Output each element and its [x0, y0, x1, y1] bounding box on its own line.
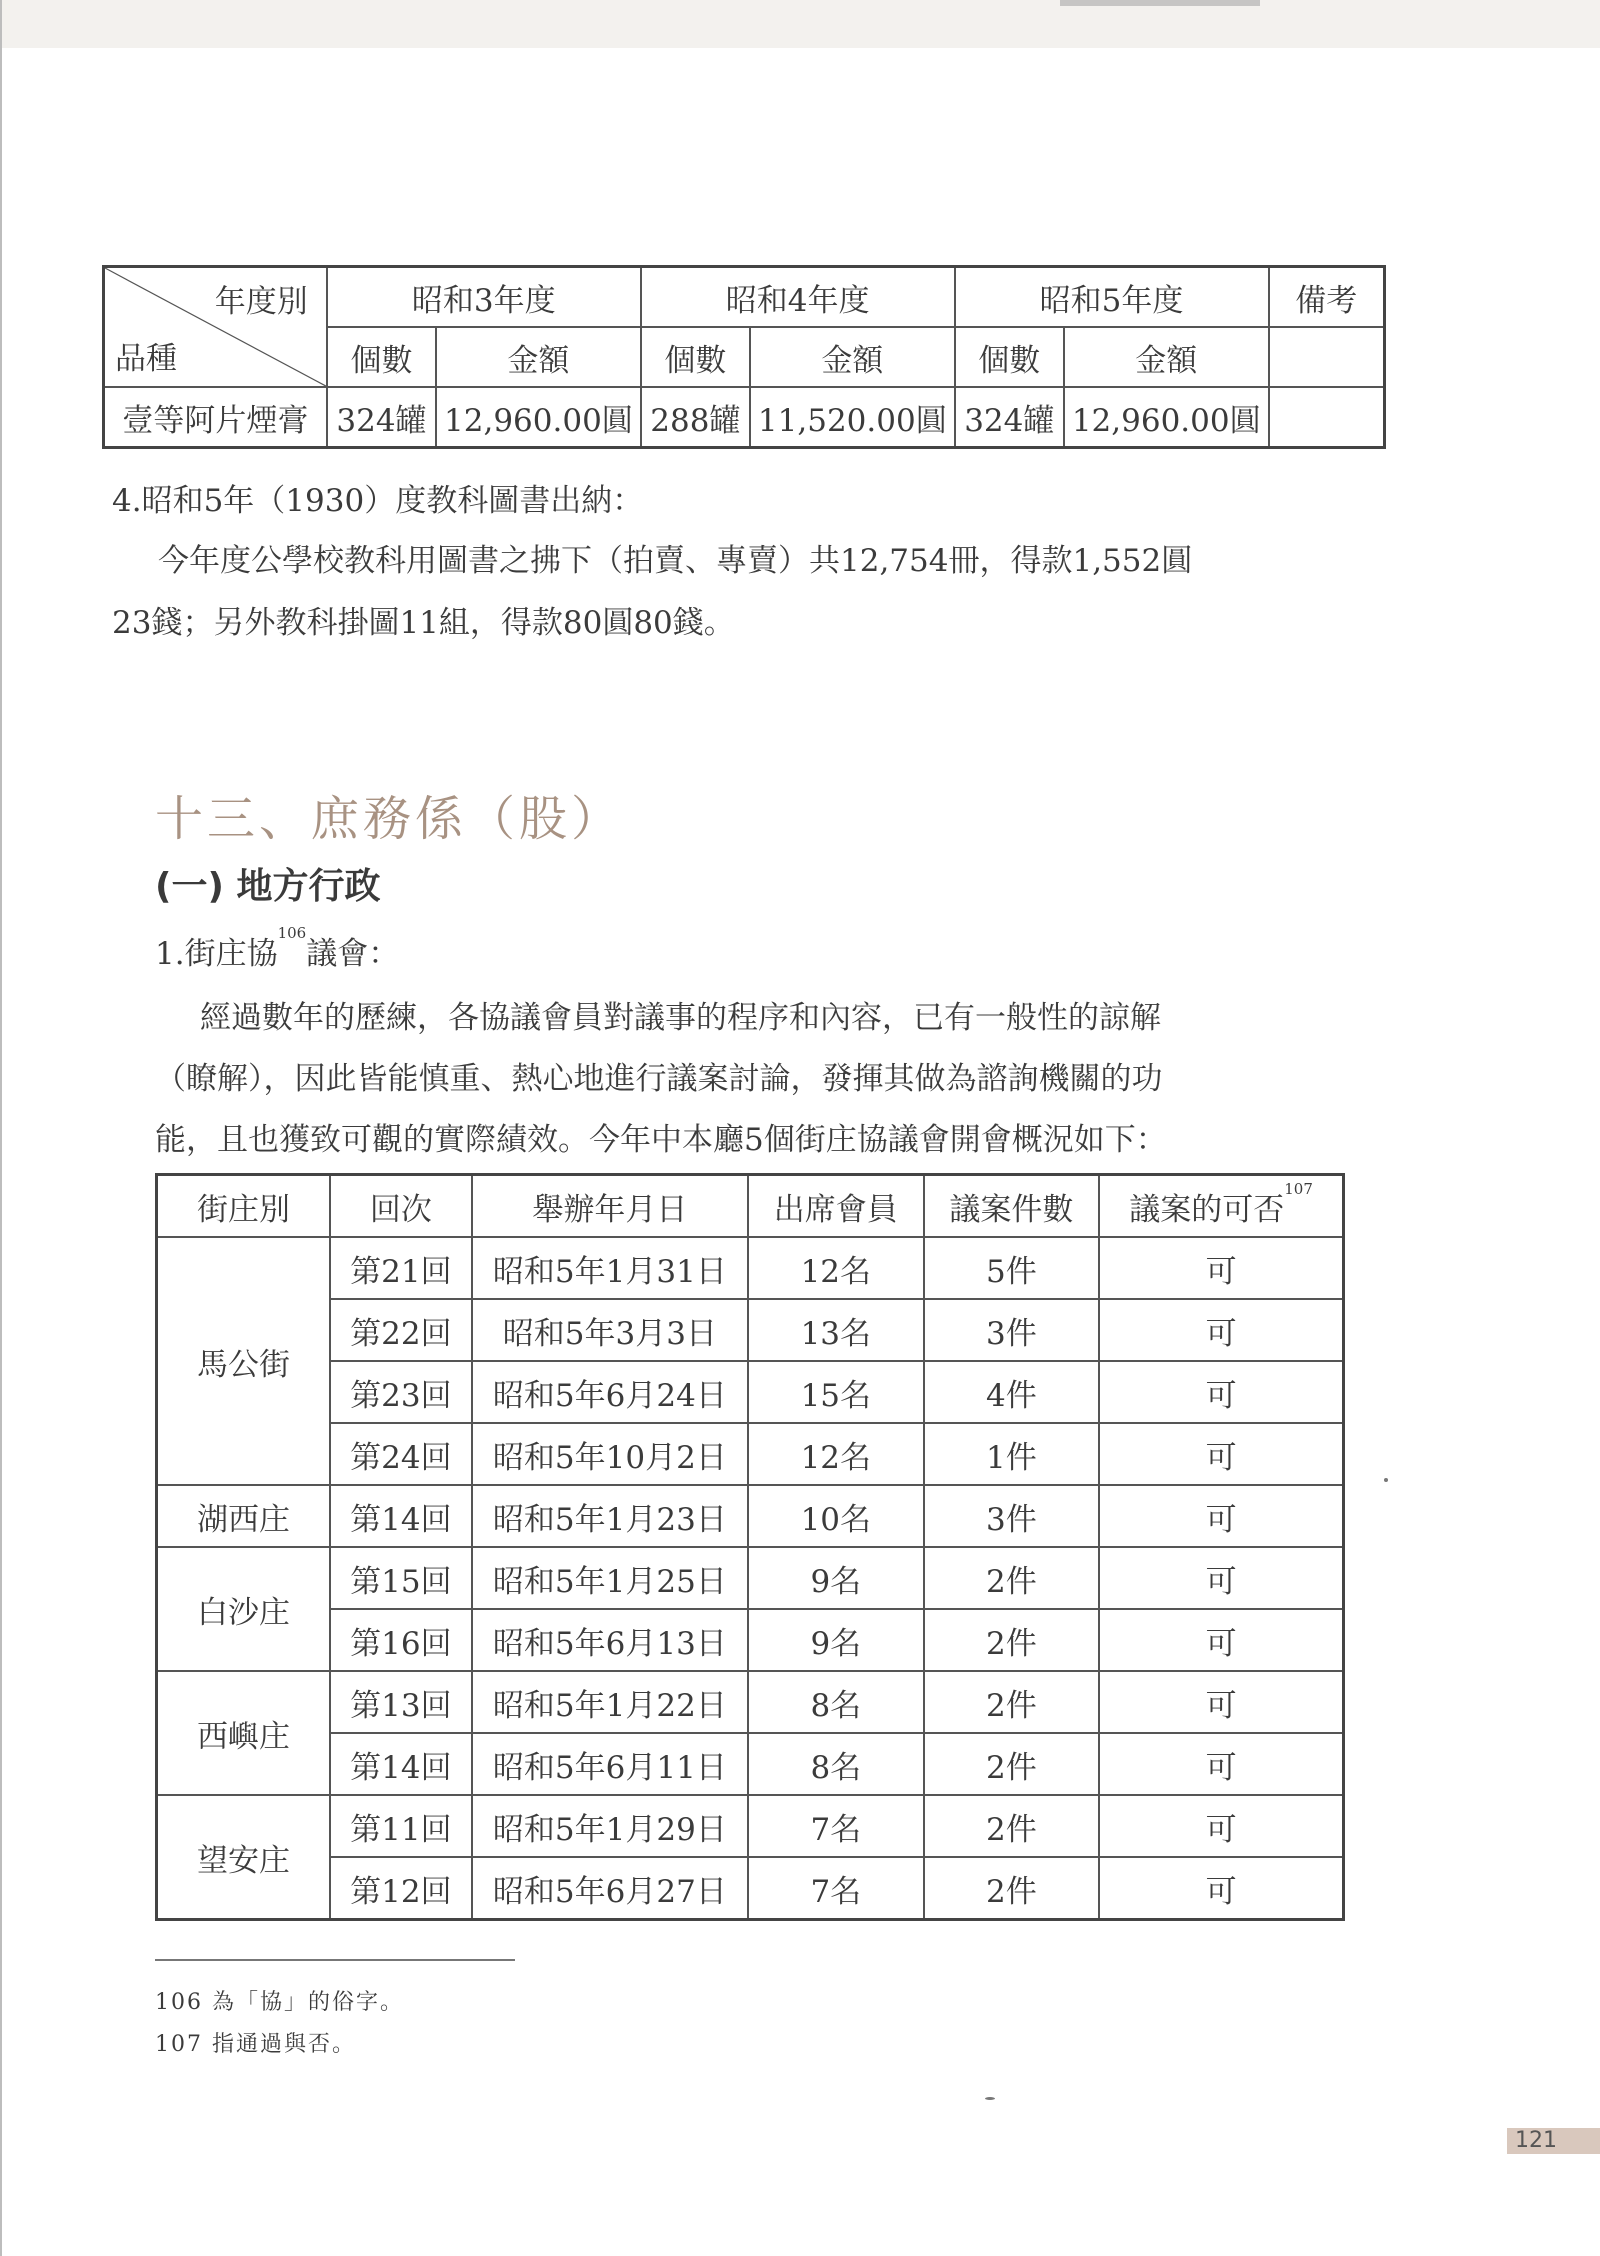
amount-cell: 11,520.00圓 — [750, 387, 955, 448]
header-bills: 議案件數 — [924, 1175, 1100, 1238]
attendees-cell: 7名 — [748, 1857, 924, 1920]
corner-year-label: 年度別 — [214, 284, 308, 320]
table-row — [157, 1733, 1344, 1795]
remarks-cell — [1269, 387, 1385, 448]
council-table-body — [157, 1237, 1344, 1920]
session-cell: 第16回 — [330, 1609, 472, 1671]
result-cell: 可 — [1099, 1857, 1343, 1920]
bills-cell: 2件 — [924, 1547, 1100, 1609]
session-cell: 第14回 — [330, 1485, 472, 1547]
date-cell: 昭和5年6月24日 — [472, 1361, 748, 1423]
table-row — [157, 1547, 1344, 1609]
council-heading — [155, 924, 400, 973]
header-session: 回次 — [330, 1175, 472, 1238]
council-heading-prefix: 1.街庄協 — [155, 936, 278, 972]
bills-cell: 2件 — [924, 1733, 1100, 1795]
page-number: 121 — [1507, 2128, 1600, 2154]
amount-header: 金額 — [436, 327, 641, 387]
subsection-title: (一) 地方行政 — [155, 866, 381, 907]
result-cell: 可 — [1099, 1547, 1343, 1609]
bills-cell: 3件 — [924, 1485, 1100, 1547]
table-row — [157, 1795, 1344, 1857]
table-row — [157, 1237, 1344, 1299]
table-row — [157, 1423, 1344, 1485]
town-cell: 湖西庄 — [157, 1485, 331, 1547]
table-row — [157, 1671, 1344, 1733]
result-cell: 可 — [1099, 1485, 1343, 1547]
scan-top-band — [0, 0, 1600, 48]
count-cell: 324罐 — [955, 387, 1064, 448]
attendees-cell: 12名 — [748, 1423, 924, 1485]
header-result-label: 議案的可否 — [1129, 1191, 1285, 1228]
council-table — [155, 1173, 1345, 1921]
count-header: 個數 — [641, 327, 750, 387]
session-cell: 第14回 — [330, 1733, 472, 1795]
attendees-cell: 15名 — [748, 1361, 924, 1423]
result-cell: 可 — [1099, 1609, 1343, 1671]
section-title: 十三、庶務係（股） — [155, 791, 624, 847]
amount-cell: 12,960.00圓 — [1064, 387, 1269, 448]
result-cell: 可 — [1099, 1299, 1343, 1361]
footnote-107: 107 指通過與否。 — [155, 2032, 356, 2057]
table-row — [157, 1361, 1344, 1423]
bills-cell: 3件 — [924, 1299, 1100, 1361]
date-cell: 昭和5年6月13日 — [472, 1609, 748, 1671]
council-paragraph-line: （瞭解），因此皆能慎重、熱心地進行議案討論，發揮其做為諮詢機關的功 — [155, 1061, 1163, 1097]
amount-cell: 12,960.00圓 — [436, 387, 641, 448]
header-attendees: 出席會員 — [748, 1175, 924, 1238]
date-cell: 昭和5年1月25日 — [472, 1547, 748, 1609]
bills-cell: 1件 — [924, 1423, 1100, 1485]
bills-cell: 2件 — [924, 1795, 1100, 1857]
bills-cell: 2件 — [924, 1609, 1100, 1671]
scan-edge — [0, 0, 2, 2256]
bills-cell: 2件 — [924, 1857, 1100, 1920]
count-header: 個數 — [327, 327, 436, 387]
town-cell: 西嶼庄 — [157, 1671, 331, 1795]
footnote-ref: 106 — [277, 924, 307, 942]
count-cell: 324罐 — [327, 387, 436, 448]
footnote-ref: 107 — [1284, 1179, 1313, 1198]
diagonal-corner-cell — [104, 267, 327, 388]
session-cell: 第12回 — [330, 1857, 472, 1920]
result-cell: 可 — [1099, 1361, 1343, 1423]
council-header-row — [157, 1175, 1344, 1238]
bills-cell: 4件 — [924, 1361, 1100, 1423]
session-cell: 第13回 — [330, 1671, 472, 1733]
date-cell: 昭和5年1月23日 — [472, 1485, 748, 1547]
remarks-cell — [1269, 327, 1385, 387]
header-date: 舉辦年月日 — [472, 1175, 748, 1238]
result-cell: 可 — [1099, 1237, 1343, 1299]
corner-item-label: 品種 — [115, 341, 177, 377]
textbook-heading: 4.昭和5年（1930）度教科圖書出納： — [112, 483, 644, 519]
scan-speck — [1384, 1478, 1388, 1482]
date-cell: 昭和5年10月2日 — [472, 1423, 748, 1485]
year-header: 昭和5年度 — [955, 267, 1269, 328]
session-cell: 第23回 — [330, 1361, 472, 1423]
textbook-paragraph-line: 今年度公學校教科用圖書之拂下（拍賣、專賣）共12,754冊，得款1,552圓 — [158, 543, 1193, 579]
attendees-cell: 9名 — [748, 1547, 924, 1609]
council-paragraph-line: 經過數年的歷練，各協議會員對議事的程序和內容，已有一般性的諒解 — [200, 1000, 1161, 1036]
count-header: 個數 — [955, 327, 1064, 387]
session-cell: 第15回 — [330, 1547, 472, 1609]
result-cell: 可 — [1099, 1733, 1343, 1795]
bills-cell: 2件 — [924, 1671, 1100, 1733]
year-header: 昭和3年度 — [327, 267, 641, 328]
table-row — [157, 1609, 1344, 1671]
result-cell: 可 — [1099, 1423, 1343, 1485]
date-cell: 昭和5年6月11日 — [472, 1733, 748, 1795]
attendees-cell: 8名 — [748, 1733, 924, 1795]
attendees-cell: 12名 — [748, 1237, 924, 1299]
attendees-cell: 9名 — [748, 1609, 924, 1671]
town-cell: 馬公街 — [157, 1237, 331, 1485]
header-result — [1099, 1175, 1343, 1238]
result-cell: 可 — [1099, 1795, 1343, 1857]
session-cell: 第11回 — [330, 1795, 472, 1857]
textbook-paragraph-line: 23錢；另外教科掛圖11組，得款80圓80錢。 — [112, 605, 735, 641]
date-cell: 昭和5年1月31日 — [472, 1237, 748, 1299]
amount-header: 金額 — [750, 327, 955, 387]
footnote-divider — [155, 1959, 515, 1961]
date-cell: 昭和5年1月29日 — [472, 1795, 748, 1857]
date-cell: 昭和5年6月27日 — [472, 1857, 748, 1920]
session-cell: 第21回 — [330, 1237, 472, 1299]
session-cell: 第22回 — [330, 1299, 472, 1361]
opium-table — [102, 265, 1386, 449]
remarks-header: 備考 — [1269, 267, 1385, 328]
table-row — [157, 1299, 1344, 1361]
date-cell: 昭和5年3月3日 — [472, 1299, 748, 1361]
opium-header-row — [104, 267, 1385, 328]
council-paragraph-line: 能，且也獲致可觀的實際績效。今年中本廳5個街庄協議會開會概況如下： — [155, 1122, 1167, 1158]
council-heading-suffix: 議會： — [306, 936, 400, 972]
town-cell: 白沙庄 — [157, 1547, 331, 1671]
item-name: 壹等阿片煙膏 — [104, 387, 327, 448]
attendees-cell: 8名 — [748, 1671, 924, 1733]
count-cell: 288罐 — [641, 387, 750, 448]
result-cell: 可 — [1099, 1671, 1343, 1733]
footnote-106: 106 為「協」的俗字。 — [155, 1990, 404, 2015]
table-row — [104, 387, 1385, 448]
table-row — [157, 1857, 1344, 1920]
bills-cell: 5件 — [924, 1237, 1100, 1299]
attendees-cell: 13名 — [748, 1299, 924, 1361]
session-cell: 第24回 — [330, 1423, 472, 1485]
scan-speck — [985, 2097, 995, 2100]
attendees-cell: 7名 — [748, 1795, 924, 1857]
bleed-through-mark — [1060, 0, 1260, 6]
year-header: 昭和4年度 — [641, 267, 955, 328]
header-town: 街庄別 — [157, 1175, 331, 1238]
attendees-cell: 10名 — [748, 1485, 924, 1547]
table-row — [157, 1485, 1344, 1547]
amount-header: 金額 — [1064, 327, 1269, 387]
date-cell: 昭和5年1月22日 — [472, 1671, 748, 1733]
town-cell: 望安庄 — [157, 1795, 331, 1920]
